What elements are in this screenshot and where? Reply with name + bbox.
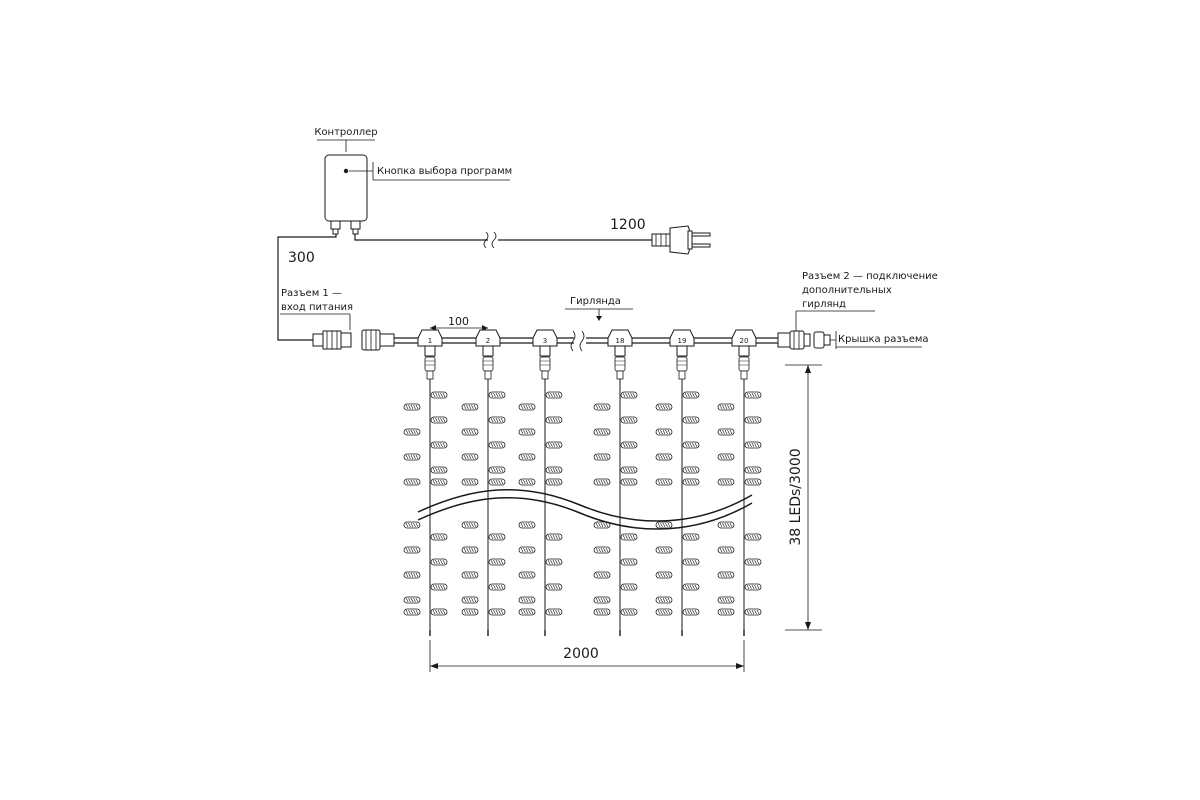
led-icon (431, 417, 447, 423)
strand-plug-neck (485, 371, 491, 379)
led-icon (745, 584, 761, 590)
led-icon (489, 534, 505, 540)
led-icon (718, 404, 734, 410)
led-icon (745, 442, 761, 448)
led-icon (745, 609, 761, 615)
led-icon (656, 479, 672, 485)
connector1-label-line1: Разъем 1 — (281, 288, 342, 299)
t-connector-18 (608, 330, 632, 356)
led-icon (519, 429, 535, 435)
led-icon (546, 584, 562, 590)
led-icon (489, 392, 505, 398)
led-icon (594, 547, 610, 553)
led-icon (462, 454, 478, 460)
strand-number: 19 (677, 337, 687, 345)
led-icon (594, 479, 610, 485)
width-label: 2000 (563, 646, 599, 662)
led-icon (404, 572, 420, 578)
led-icon (404, 429, 420, 435)
led-icon (656, 522, 672, 528)
controller-box (325, 155, 367, 234)
led-icon (745, 534, 761, 540)
led-icon (546, 467, 562, 473)
led-icon (683, 417, 699, 423)
strand-plug (677, 357, 687, 371)
led-icon (462, 404, 478, 410)
led-icon (656, 429, 672, 435)
led-icon (718, 609, 734, 615)
led-icon (683, 392, 699, 398)
led-icon (519, 572, 535, 578)
led-icon (462, 429, 478, 435)
led-icon (431, 479, 447, 485)
led-icon (656, 454, 672, 460)
led-icon (621, 392, 637, 398)
connector2-label-line3: гирлянд (802, 299, 846, 310)
led-icon (718, 454, 734, 460)
led-icon (489, 584, 505, 590)
led-icon (718, 572, 734, 578)
strand-number: 20 (739, 337, 749, 345)
power-cord-length: 1200 (610, 217, 646, 233)
led-icon (519, 479, 535, 485)
led-icon (404, 547, 420, 553)
led-icon (656, 572, 672, 578)
strand-plug (540, 357, 550, 371)
led-icon (546, 609, 562, 615)
led-icon (546, 479, 562, 485)
t-connector-2 (476, 330, 500, 356)
led-icon (621, 534, 637, 540)
program-button-label: Кнопка выбора программ (377, 166, 513, 177)
led-icon (683, 442, 699, 448)
strand-plug-neck (542, 371, 548, 379)
strand-plug (615, 357, 625, 371)
led-icon (621, 442, 637, 448)
led-icon (718, 479, 734, 485)
program-button-dot (344, 169, 348, 173)
led-icon (745, 559, 761, 565)
connector2-label-line2: дополнительных (802, 285, 892, 296)
led-icon (621, 584, 637, 590)
led-icon (745, 417, 761, 423)
led-icon (594, 609, 610, 615)
strand-number: 2 (485, 337, 491, 345)
led-icon (656, 404, 672, 410)
garland-main-line (394, 331, 778, 351)
led-icon (621, 467, 637, 473)
led-icon (519, 597, 535, 603)
led-icon (683, 479, 699, 485)
led-icon (683, 609, 699, 615)
led-icon (431, 559, 447, 565)
spacing-label: 100 (448, 315, 469, 328)
strand-plug (425, 357, 435, 371)
led-icon (718, 429, 734, 435)
t-connector-19 (670, 330, 694, 356)
led-icon (546, 534, 562, 540)
led-icon (519, 522, 535, 528)
connector1-label-line2: вход питания (281, 302, 354, 313)
led-icon (404, 404, 420, 410)
led-icon (718, 597, 734, 603)
strand-plug-neck (679, 371, 685, 379)
led-icon (462, 522, 478, 528)
led-icon (462, 479, 478, 485)
strand-plug-neck (427, 371, 433, 379)
t-connector-20 (732, 330, 756, 356)
led-icon (621, 417, 637, 423)
led-icon (519, 454, 535, 460)
led-icon (489, 559, 505, 565)
led-icon (431, 584, 447, 590)
led-icon (683, 467, 699, 473)
led-icon (431, 467, 447, 473)
strand-plug (739, 357, 749, 371)
strand-number: 3 (542, 337, 548, 345)
led-icon (462, 572, 478, 578)
led-icon (683, 559, 699, 565)
led-icon (462, 609, 478, 615)
led-icon (718, 547, 734, 553)
led-icon (656, 609, 672, 615)
led-icon (431, 609, 447, 615)
led-icon (546, 417, 562, 423)
led-icon (489, 479, 505, 485)
led-icon (594, 404, 610, 410)
led-icon (656, 597, 672, 603)
connector-cap (814, 332, 830, 348)
led-icon (462, 597, 478, 603)
led-icon (404, 479, 420, 485)
led-icon (594, 572, 610, 578)
led-icon (519, 609, 535, 615)
led-icon (594, 429, 610, 435)
led-icon (621, 609, 637, 615)
led-icon (519, 404, 535, 410)
t-connector-3 (533, 330, 557, 356)
led-icon (431, 442, 447, 448)
led-icon (546, 442, 562, 448)
height-label: 38 LEDs/3000 (788, 448, 804, 546)
connector2-label-line1: Разъем 2 — подключение (802, 271, 938, 282)
controller-label: Контроллер (314, 127, 378, 138)
garland-label: Гирлянда (570, 296, 621, 307)
led-icon (594, 597, 610, 603)
led-icon (489, 442, 505, 448)
t-connector-1 (418, 330, 442, 356)
led-icon (656, 547, 672, 553)
connector-1 (313, 330, 394, 350)
break-wave (418, 490, 752, 521)
led-icon (489, 467, 505, 473)
plug-icon (652, 226, 710, 254)
strand-plug-neck (617, 371, 623, 379)
connector-2 (778, 331, 810, 349)
strand-plug-neck (741, 371, 747, 379)
led-icon (404, 597, 420, 603)
led-icon (718, 522, 734, 528)
strand-plug (483, 357, 493, 371)
led-icon (431, 534, 447, 540)
led-icon (546, 392, 562, 398)
led-icon (683, 584, 699, 590)
strand-number: 18 (615, 337, 625, 345)
led-icon (745, 392, 761, 398)
led-icon (621, 559, 637, 565)
led-icon (621, 479, 637, 485)
led-icon (594, 454, 610, 460)
controller-cable-length: 300 (288, 250, 315, 266)
led-icon (462, 547, 478, 553)
led-icon (546, 559, 562, 565)
led-icon (683, 534, 699, 540)
led-icon (489, 417, 505, 423)
led-icon (745, 467, 761, 473)
led-icon (519, 547, 535, 553)
connector-cap-label: Крышка разъема (838, 334, 929, 345)
led-icon (745, 479, 761, 485)
led-icon (404, 609, 420, 615)
led-icon (404, 522, 420, 528)
strand-number: 1 (427, 337, 433, 345)
power-cord (355, 232, 652, 248)
led-icon (404, 454, 420, 460)
led-icon (431, 392, 447, 398)
led-icon (489, 609, 505, 615)
